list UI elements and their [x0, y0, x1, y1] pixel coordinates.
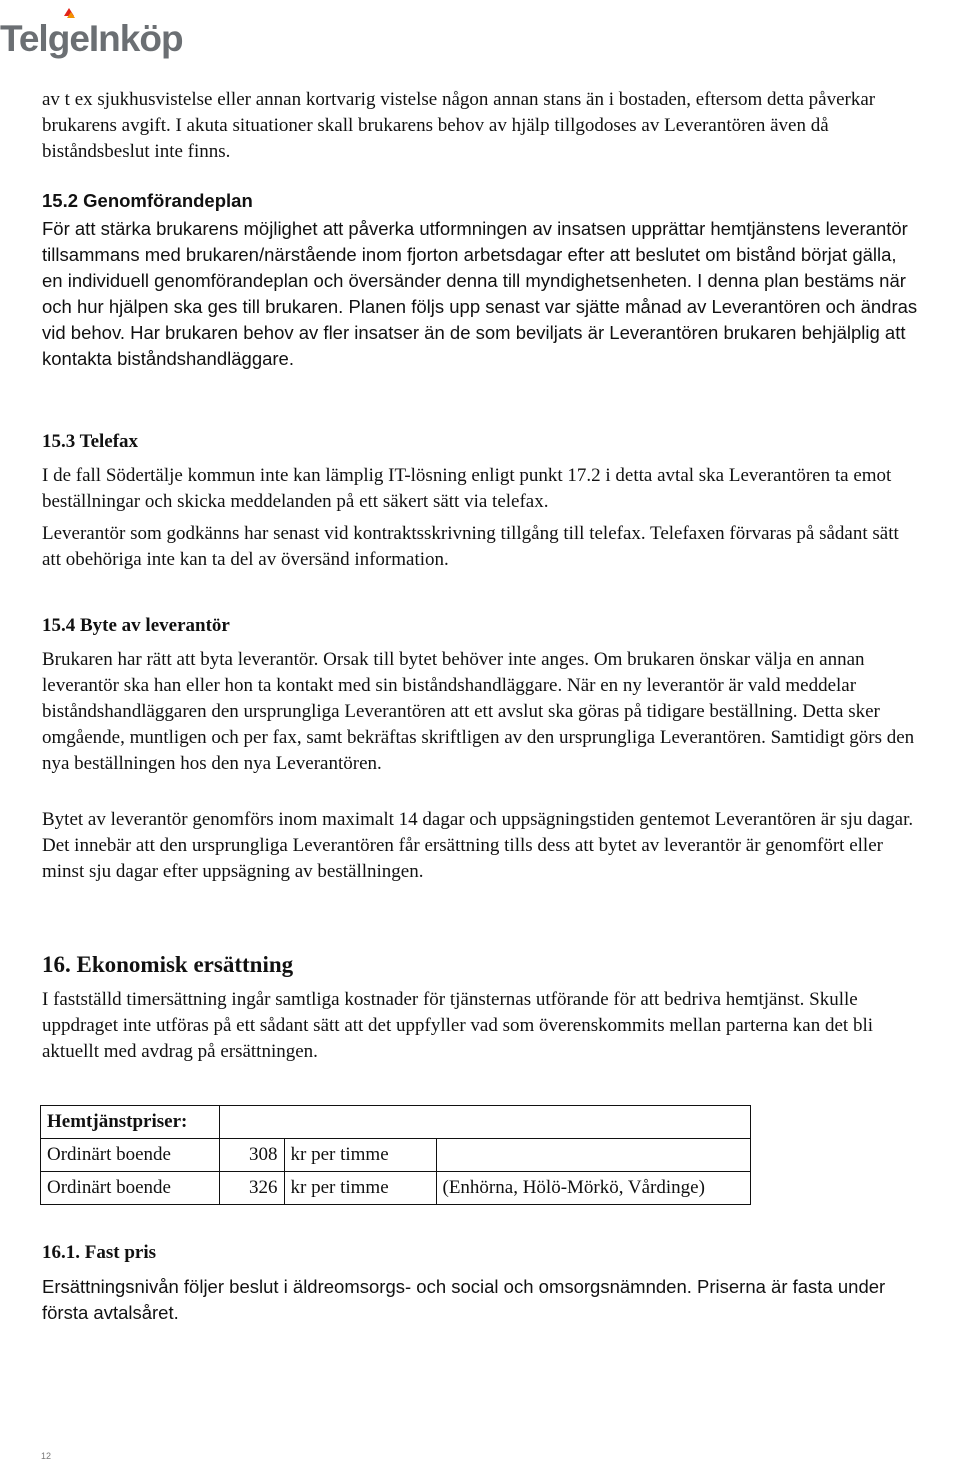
section-16-paragraph: I fastställd timersättning ingår samtliga kostnader för tjänsternas utförande för att bedriva hemtjänst. Skulle uppdraget inte utföras på ett sådant sätt att det uppfyller vad som överenskommits mellan parterna kan det bli aktuellt med avdrag på ersättningen. [42, 989, 874, 1062]
row-note [436, 1139, 751, 1172]
logo-text: TelgeInköp [0, 18, 183, 59]
section-15-4-paragraph-2: Bytet av leverantör genomförs inom maximalt 14 dagar och uppsägningstiden gentemot Leverantören är sju dagar. Det innebär att den ursprungliga Leverantören får ersättning tills dess att bytet av leverantör är genomfört eller minst sju dagar efter uppsägning av beställningen. [42, 809, 914, 882]
section-15-2-paragraph: För att stärka brukarens möjlighet att påverka utformningen av insatsen upprättar hemtjänstens leverantör tillsammans med brukaren/närstående inom fjorton arbetsdagar efter att beslutet om bistånd börjat gälla, en individuell genomförandeplan och översänder denna till myndighetsenheten. I denna plan bestäms när och hur hjälpen ska ges till brukaren. Planen följs upp senast var sjätte månad av Leverantören och ändras vid behov. Har brukaren behov av fler insatser än de som beviljats är Leverantören brukaren behjälplig att kontakta biståndshandläggare. [42, 218, 918, 369]
price-table [40, 1105, 751, 1205]
section-16-1-heading: 16.1. Fast pris [42, 1242, 156, 1263]
page-number: 12 [41, 1451, 52, 1461]
row-label: Ordinärt boende [41, 1172, 220, 1205]
row-amount: 308 [220, 1139, 285, 1172]
row-note: (Enhörna, Hölö-Mörkö, Vårdinge) [436, 1172, 751, 1205]
section-15-4-paragraph-1: Brukaren har rätt att byta leverantör. Orsak till bytet behöver inte anges. Om brukaren önskar välja en annan leverantör ska han eller hon ta kontakt med sin biståndshandläggare. När en ny leverantör är vald meddelar biståndshandläggaren den ursprungliga Leverantören att ett avslut ska göras på tidigare beställning. Detta sker omgående, muntligen och per fax, samt bekräftas skriftligen av den ursprungliga Leverantören. Samtidigt görs den nya beställningen hos den nya Leverantören. [42, 649, 915, 774]
section-15-3-paragraph-1: I de fall Södertälje kommun inte kan lämplig IT-lösning enligt punkt 17.2 i detta avtal ska Leverantören ta emot beställningar och skicka meddelanden på ett säkert sätt via telefax. [42, 465, 892, 512]
row-amount: 326 [220, 1172, 285, 1205]
row-unit: kr per timme [284, 1172, 436, 1205]
table-header-cell: Hemtjänstpriser: [41, 1106, 220, 1139]
row-label: Ordinärt boende [41, 1139, 220, 1172]
section-15-2-heading: 15.2 Genomförandeplan [42, 190, 253, 211]
telge-inkop-logo [0, 0, 210, 64]
section-16-heading: 16. Ekonomisk ersättning [42, 952, 294, 977]
table-row [41, 1172, 751, 1205]
section-16-1-paragraph: Ersättningsnivån följer beslut i äldreomsorgs- och social och omsorgsnämnden. Priserna är fasta under första avtalsåret. [42, 1276, 886, 1323]
section-15-3-heading: 15.3 Telefax [42, 431, 139, 452]
row-unit: kr per timme [284, 1139, 436, 1172]
intro-paragraph: av t ex sjukhusvistelse eller annan kortvarig vistelse någon annan stans än i bostaden, eftersom detta påverkar brukarens avgift. I akuta situationer skall brukarens behov av hjälp tillgodoses av Leverantören även då biståndsbeslut inte finns. [42, 89, 876, 162]
table-row [41, 1139, 751, 1172]
section-15-4-heading: 15.4 Byte av leverantör [42, 615, 230, 636]
table-header-row [41, 1106, 751, 1139]
section-15-3-paragraph-2: Leverantör som godkänns har senast vid kontraktsskrivning tillgång till telefax. Telefaxen förvaras på sådant sätt att obehöriga inte kan ta del av översänd information. [42, 523, 899, 570]
